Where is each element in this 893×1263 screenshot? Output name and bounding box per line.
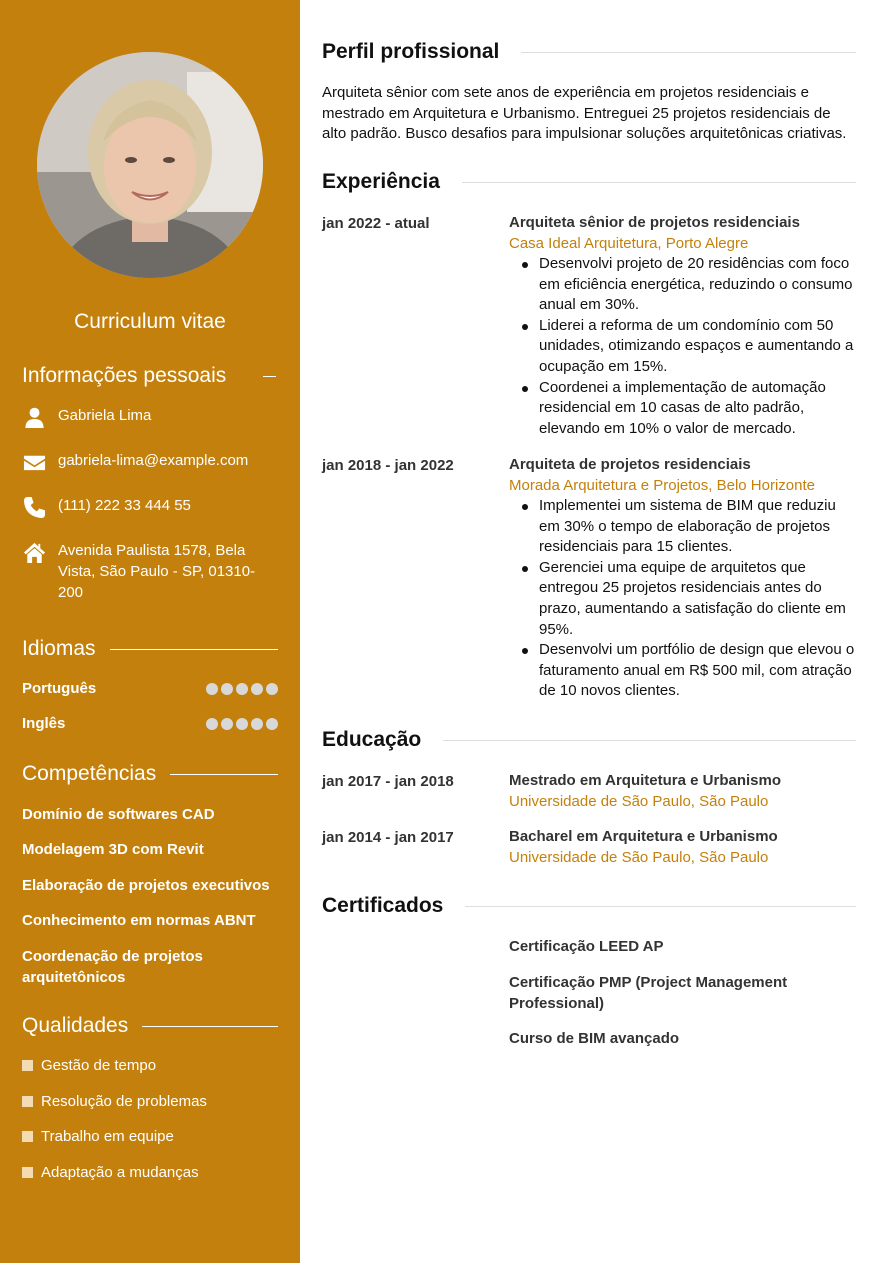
- job-title: Arquiteta sênior de projetos residenciais: [509, 214, 800, 231]
- quality-label: Adaptação a mudanças: [41, 1164, 199, 1181]
- home-icon: [22, 540, 46, 564]
- envelope-icon: [22, 450, 46, 474]
- skills-heading: [22, 762, 278, 786]
- experience-title: Experiência: [322, 170, 440, 193]
- level-dot: [251, 683, 263, 695]
- skill-item: Elaboração de projetos executivos: [22, 877, 270, 894]
- skill-item: Conhecimento em normas ABNT: [22, 912, 256, 929]
- level-dot: [266, 683, 278, 695]
- collapse-icon[interactable]: [263, 376, 276, 377]
- achievement-item: Coordenei a implementação de automação residencial em 10 casas de alto padrão, elevando em 10% o valor de mercado.: [539, 378, 859, 440]
- experience-entry: [509, 213, 859, 439]
- square-bullet-icon: [22, 1131, 33, 1142]
- job-title: Arquiteta de projetos residenciais: [509, 456, 751, 473]
- qualities-title: Qualidades: [22, 1014, 129, 1037]
- degree: Mestrado em Arquitetura e Urbanismo: [509, 772, 781, 789]
- language-name: Inglês: [22, 715, 66, 732]
- certificates-title: Certificados: [322, 894, 444, 917]
- user-icon: [22, 405, 46, 429]
- heading-divider: [465, 906, 856, 907]
- education-title: Educação: [322, 728, 422, 751]
- level-dot: [221, 718, 233, 730]
- language-row: [22, 680, 278, 697]
- education-date: jan 2017 - jan 2018: [322, 773, 454, 790]
- languages-title: Idiomas: [22, 637, 96, 660]
- certificate-item: Curso de BIM avançado: [509, 1030, 680, 1047]
- level-dot: [266, 718, 278, 730]
- experience-heading: [322, 170, 856, 194]
- achievement-item: Implementei um sistema de BIM que reduziu em 30% o tempo de elaboração de projetos residenciais para 15 clientes.: [539, 496, 859, 558]
- personal-info-heading: [22, 364, 278, 388]
- square-bullet-icon: [22, 1060, 33, 1071]
- phone-value[interactable]: (111) 222 33 444 55: [58, 497, 191, 514]
- degree: Bacharel em Arquitetura e Urbanismo: [509, 828, 778, 845]
- square-bullet-icon: [22, 1096, 33, 1107]
- profile-photo-image: [37, 52, 263, 278]
- certificates-heading: [322, 894, 856, 918]
- sidebar: [0, 0, 300, 1263]
- education-entry: [509, 771, 859, 812]
- education-entry: [509, 827, 859, 868]
- square-bullet-icon: [22, 1167, 33, 1178]
- email-value[interactable]: gabriela-lima@example.com: [58, 452, 249, 469]
- heading-divider: [443, 740, 856, 741]
- address-value: Avenida Paulista 1578, Bela Vista, São Paulo - SP, 01310-200: [58, 542, 256, 601]
- company: Casa Ideal Arquitetura, Porto Alegre: [509, 234, 749, 252]
- heading-divider: [142, 1026, 278, 1027]
- quality-item: [22, 1128, 174, 1145]
- personal-info-title: Informações pessoais: [22, 364, 227, 387]
- info-phone: [22, 495, 278, 519]
- achievement-item: Desenvolvi projeto de 20 residências com foco em eficiência energética, reduzindo o consumo anual em 30%.: [539, 254, 859, 316]
- education-heading: [322, 728, 856, 752]
- school: Universidade de São Paulo, São Paulo: [509, 848, 769, 866]
- language-row: [22, 715, 278, 732]
- school: Universidade de São Paulo, São Paulo: [509, 792, 769, 810]
- profile-photo: [37, 52, 263, 278]
- level-dot: [221, 683, 233, 695]
- experience-date: jan 2022 - atual: [322, 215, 430, 232]
- language-level: [206, 718, 278, 730]
- company: Morada Arquitetura e Projetos, Belo Horizonte: [509, 476, 815, 494]
- info-email: [22, 450, 278, 474]
- cv-title: Curriculum vitae: [74, 310, 226, 333]
- level-dot: [236, 718, 248, 730]
- quality-label: Resolução de problemas: [41, 1093, 207, 1110]
- info-name: [22, 405, 278, 429]
- quality-item: [22, 1057, 156, 1074]
- experience-date: jan 2018 - jan 2022: [322, 457, 454, 474]
- profile-summary: Arquiteta sênior com sete anos de experiência em projetos residenciais e mestrado em Arquitetura e Urbanismo. Entreguei 25 projetos residenciais de alto padrão. Busco desafios para impulsionar soluções arquitetônicas criativas.: [322, 84, 847, 142]
- profile-title: Perfil profissional: [322, 40, 500, 63]
- level-dot: [236, 683, 248, 695]
- languages-heading: [22, 637, 278, 661]
- achievement-item: Gerenciei uma equipe de arquitetos que entregou 25 projetos residenciais antes do prazo, aumentando a satisfação do cliente em 95%.: [539, 558, 859, 640]
- achievement-item: Liderei a reforma de um condomínio com 50 unidades, otimizando espaços e aumentando a ocupação em 15%.: [539, 316, 859, 378]
- language-level: [206, 683, 278, 695]
- skills-title: Competências: [22, 762, 157, 785]
- quality-label: Trabalho em equipe: [41, 1128, 174, 1145]
- level-dot: [251, 718, 263, 730]
- skill-item: Modelagem 3D com Revit: [22, 841, 204, 858]
- skill-item: Coordenação de projetos arquitetônicos: [22, 948, 203, 986]
- level-dot: [206, 718, 218, 730]
- heading-divider: [110, 649, 278, 650]
- name-value: Gabriela Lima: [58, 407, 152, 424]
- phone-icon: [22, 495, 46, 519]
- certificate-item: Certificação PMP (Project Management Professional): [509, 974, 788, 1012]
- quality-label: Gestão de tempo: [41, 1057, 157, 1074]
- info-address: [22, 540, 278, 603]
- skill-item: Domínio de softwares CAD: [22, 806, 215, 823]
- certificate-item: Certificação LEED AP: [509, 938, 664, 955]
- quality-item: [22, 1164, 199, 1181]
- achievement-item: Desenvolvi um portfólio de design que elevou o faturamento anual em R$ 500 mil, com atração de 10 novos clientes.: [539, 640, 859, 702]
- profile-heading: [322, 40, 856, 64]
- education-date: jan 2014 - jan 2017: [322, 829, 454, 846]
- heading-divider: [170, 774, 278, 775]
- language-name: Português: [22, 680, 97, 697]
- experience-entry: [509, 455, 859, 702]
- heading-divider: [462, 182, 856, 183]
- quality-item: [22, 1093, 207, 1110]
- level-dot: [206, 683, 218, 695]
- achievement-list: [539, 254, 859, 439]
- heading-divider: [521, 52, 856, 53]
- achievement-list: [539, 496, 859, 702]
- qualities-heading: [22, 1014, 278, 1038]
